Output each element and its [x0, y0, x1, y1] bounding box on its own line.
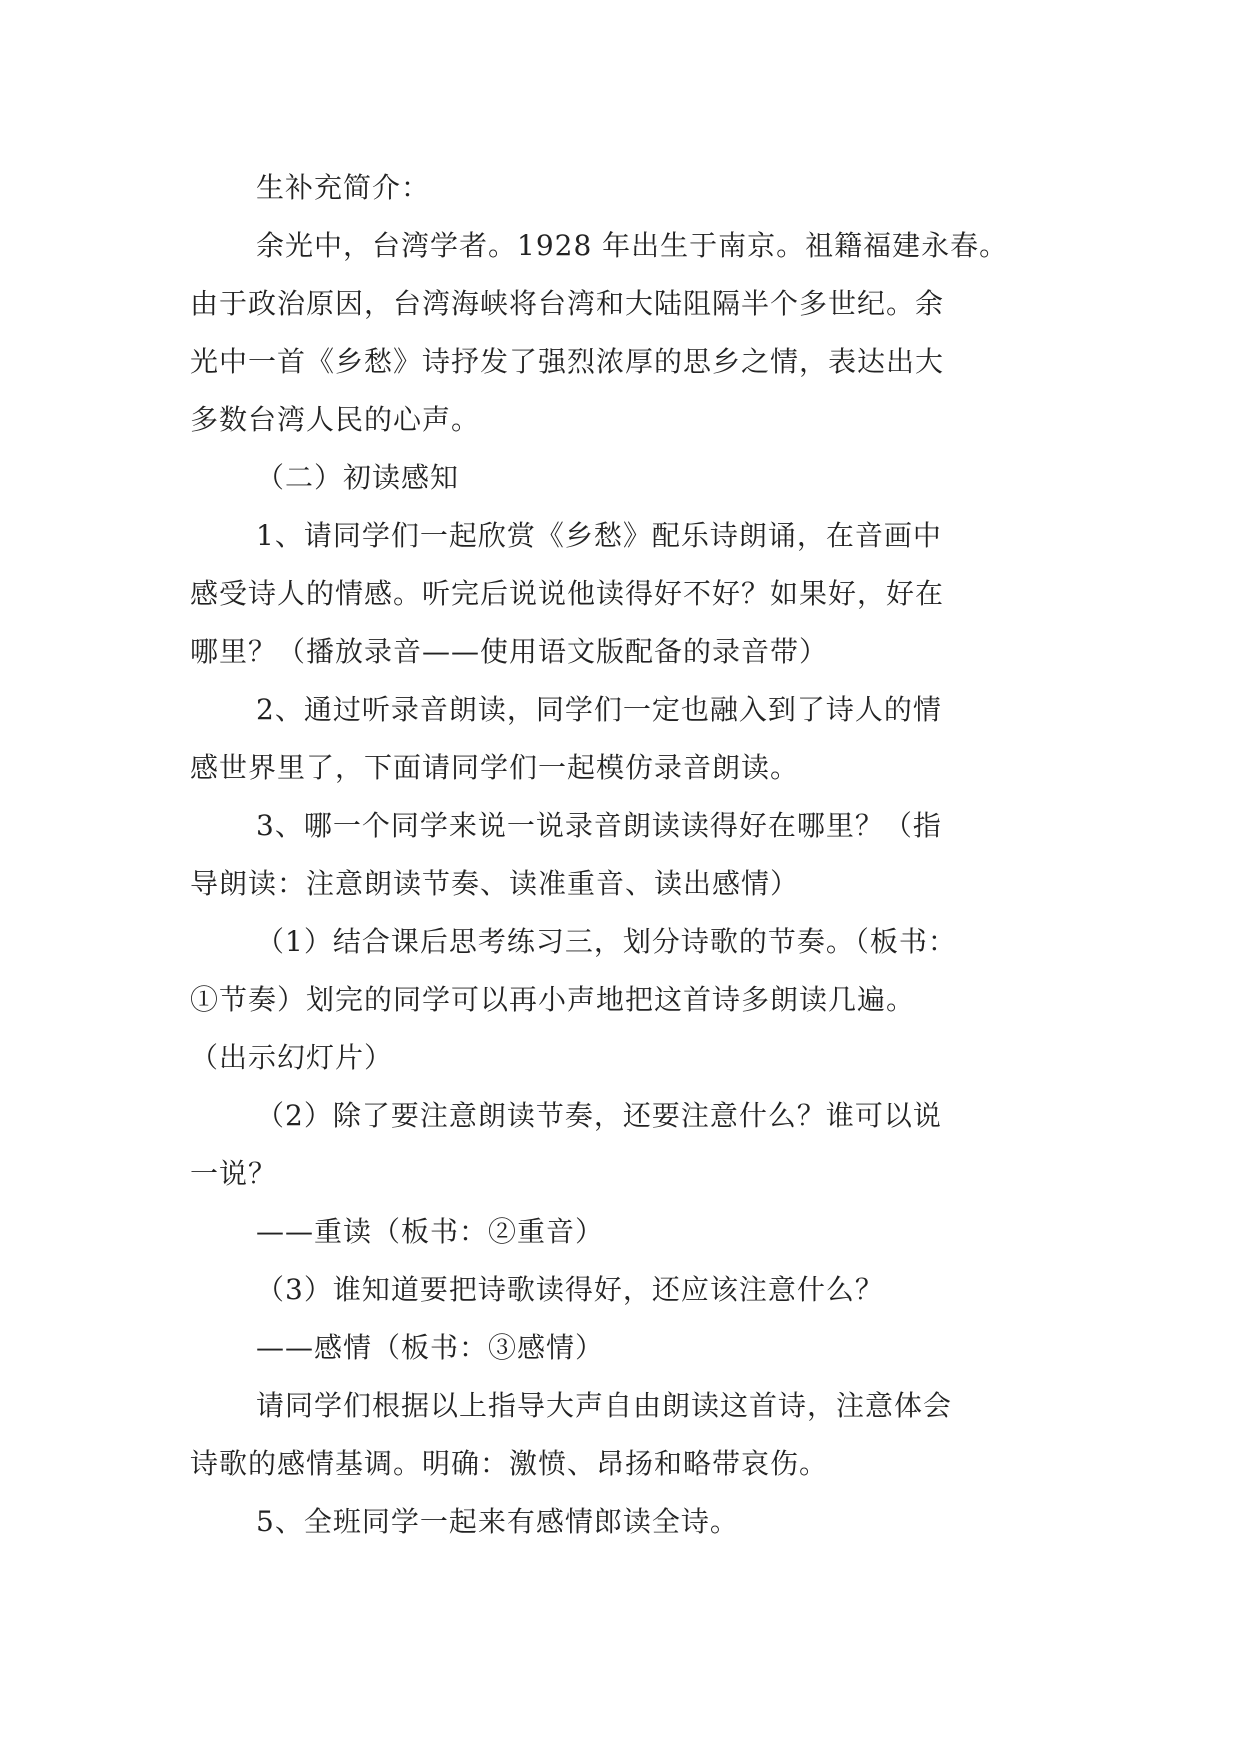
text-line: 感受诗人的情感。听完后说说他读得好不好？如果好，好在 — [190, 577, 945, 610]
text-line: 3、哪一个同学来说一说录音朗读读得好在哪里？（指 — [256, 809, 942, 842]
text-line: （出示幻灯片） — [190, 1041, 394, 1074]
text-line: （1）结合课后思考练习三，划分诗歌的节奏。（板书： — [256, 925, 957, 958]
text-line: 余光中，台湾学者。1928 年出生于南京。祖籍福建永春。 — [256, 229, 1009, 262]
text-line: 导朗读：注意朗读节奏、读准重音、读出感情） — [190, 867, 800, 900]
text-line: 一说？ — [190, 1157, 278, 1190]
text-line: 请同学们根据以上指导大声自由朗读这首诗，注意体会 — [256, 1389, 953, 1422]
text-line: （3）谁知道要把诗歌读得好，还应该注意什么？ — [256, 1273, 884, 1306]
text-line: 光中一首《乡愁》诗抒发了强烈浓厚的思乡之情，表达出大 — [190, 345, 945, 378]
text-line: 5、全班同学一起来有感情郎读全诗。 — [256, 1505, 739, 1538]
text-line: 哪里？（播放录音——使用语文版配备的录音带） — [190, 635, 829, 668]
text-line: 1、请同学们一起欣赏《乡愁》配乐诗朗诵，在音画中 — [256, 519, 942, 552]
text-line: （2）除了要注意朗读节奏，还要注意什么？谁可以说 — [256, 1099, 942, 1132]
text-line: 诗歌的感情基调。明确：激愤、昂扬和略带哀伤。 — [190, 1447, 829, 1480]
text-line: 由于政治原因，台湾海峡将台湾和大陆阻隔半个多世纪。余 — [190, 287, 945, 320]
text-line: 感世界里了，下面请同学们一起模仿录音朗读。 — [190, 751, 800, 784]
text-line: 多数台湾人民的心声。 — [190, 403, 481, 436]
text-line: 2、通过听录音朗读，同学们一定也融入到了诗人的情 — [256, 693, 942, 726]
text-line: ①节奏）划完的同学可以再小声地把这首诗多朗读几遍。 — [190, 983, 916, 1016]
section-heading: （二）初读感知 — [256, 461, 460, 494]
text-line: ——感情（板书：③感情） — [256, 1331, 605, 1364]
text-line: 生补充简介： — [256, 171, 431, 204]
text-line: ——重读（板书：②重音） — [256, 1215, 605, 1248]
